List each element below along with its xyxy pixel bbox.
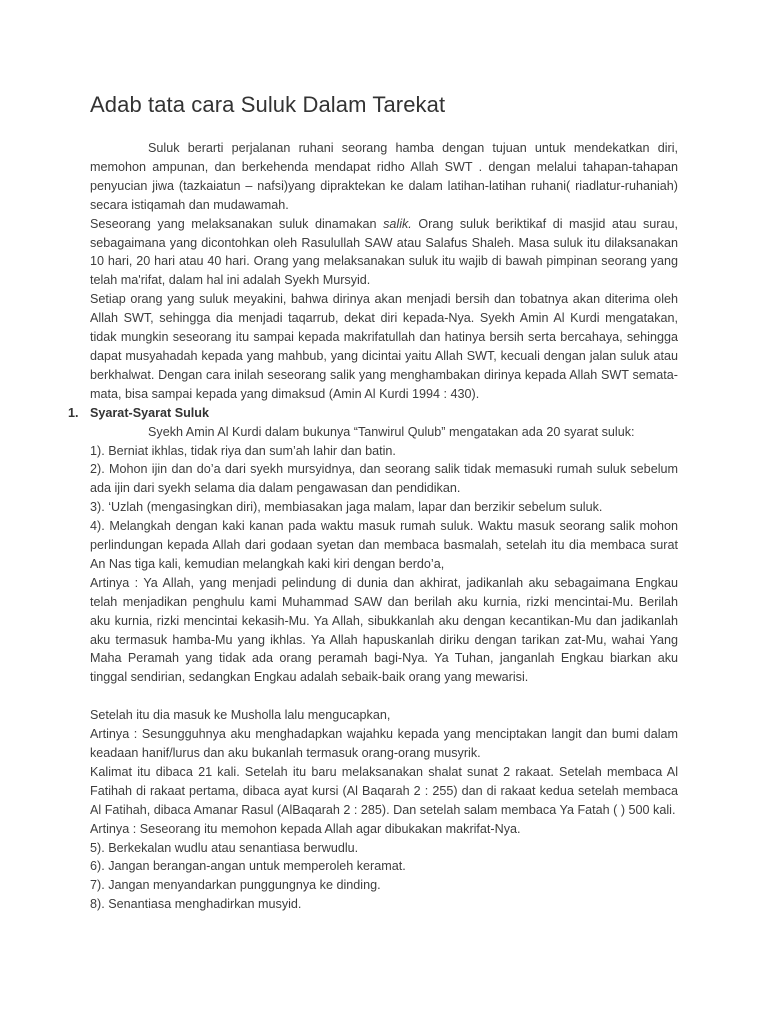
list-item-4: 4). Melangkah dengan kaki kanan pada waktu masuk rumah suluk. Waktu masuk seorang salik mohon perlindungan kepada Allah dari godaan syetan dan membaca basmalah, setelah itu dia membaca surat An Nas tiga kali, kemudian melangkah kaki kiri dengan berdo’a, — [90, 519, 678, 571]
translation-prayer-3: Artinya : Seseorang itu memohon kepada Allah agar dibukakan makrifat-Nya. — [90, 821, 521, 836]
musholla-line: Setelah itu dia masuk ke Musholla lalu mengucapkan, — [90, 708, 391, 723]
syarat-intro: Syekh Amin Al Kurdi dalam bukunya “Tanwirul Qulub” mengatakan ada 20 syarat suluk: — [148, 424, 635, 439]
blank-line — [90, 687, 678, 706]
paragraph-salik — [90, 215, 678, 291]
list-item-5: 5). Berkekalan wudlu atau senantiasa berwudlu. — [90, 840, 359, 855]
list-item-7: 7). Jangan menyandarkan punggungnya ke dinding. — [90, 878, 381, 893]
salik-term: salik. — [383, 216, 412, 231]
section-heading — [68, 404, 678, 423]
section-number: 1. — [68, 405, 79, 420]
list-item-2: 2). Mohon ijin dan do’a dari syekh mursyidnya, dan seorang salik tidak memasuki rumah suluk sebelum ada ijin dari syekh selama dia dalam pengawasan dan pendidikan. — [90, 462, 678, 496]
translation-prayer-1: Artinya : Ya Allah, yang menjadi pelindung di dunia dan akhirat, jadikanlah aku sebagaimana Engkau telah menjadikan penghulu kami Muhammad SAW dan berilah aku kurnia, rizki mencintai-Mu. Berilah aku kurnia, rizki mencintai kekasih-Mu. Ya Allah, sibukkanlah aku dengan kecantikan-Mu dan jadikanlah aku termasuk hamba-Mu yang ikhlas. Ya Allah hapuskanlah diriku dengan tarikan zat-Mu, wahai Yang Maha Peramah yang tidak ada orang peramah bagi-Nya. Ya Tuhan, janganlah Engkau biarkan aku tinggal sendirian, sedangkan Engkau adalah sebaik-baik orang yang mewarisi. — [90, 575, 678, 685]
paragraph-salik-rest: Orang suluk beriktikaf di masjid atau surau, sebagaimana yang dicontohkan oleh Rasulullah SAW atau Salafus Shaleh. Masa suluk itu dilaksanakan 10 hari, 20 hari atau 40 hari. Orang yang melaksanakan suluk itu wajib di bawah pimpinan seorang yang telah ma'rifat, dalam hal ini adalah Syekh Mursyid. — [90, 216, 679, 288]
list-item-3: 3). ‘Uzlah (mengasingkan diri), membiasakan jaga malam, lapar dan berzikir sebelum suluk. — [90, 500, 603, 515]
paragraph-suluk-definition: Suluk berarti perjalanan ruhani seorang hamba dengan tujuan untuk mendekatkan diri, memohon ampunan, dan berkehenda mendapat ridho Allah SWT . dengan melalui tahapan-tahapan penyucian jiwa (tazkaiatun – nafsi)yang dipraktekan ke dalam latihan-latihan ruhani( riadlatur-ruhaniah) secara istiqamah dan mudawamah. — [90, 141, 678, 212]
paragraph-belief: Setiap orang yang suluk meyakini, bahwa dirinya akan menjadi bersih dan tobatnya akan diterima oleh Allah SWT, sehingga dia menjadi taqarrub, dekat diri kepada-Nya. Syekh Amin Al Kurdi mengatakan, tidak mungkin seseorang itu sampai kepada makrifatullah dan hatinya bersih serta bercahaya, sehingga dapat musyahadah kepada yang mahbub, yang dicintai yaitu Allah SWT, kecuali dengan jalan suluk atau berkhalwat. Dengan cara inilah seseorang salik yang menghambakan dirinya kepada Allah SWT semata-mata, bisa sampai kepada yang dimaksud (Amin Al Kurdi 1994 : 430). — [90, 292, 678, 401]
document-body — [68, 139, 679, 914]
list-item-6: 6). Jangan berangan-angan untuk memperoleh keramat. — [90, 859, 406, 874]
paragraph-salik-start: Seseorang yang melaksanakan suluk dinamakan — [90, 216, 384, 231]
section-title: Syarat-Syarat Suluk — [90, 405, 209, 420]
page-title: Adab tata cara Suluk Dalam Tarekat — [90, 92, 446, 117]
translation-prayer-2: Artinya : Sesungguhnya aku menghadapkan wajahku kepada yang menciptakan langit dan bumi dalam keadaan hanif/lurus dan aku bukanlah termasuk orang-orang musyrik. — [90, 727, 678, 760]
recitation-paragraph: Kalimat itu dibaca 21 kali. Setelah itu baru melaksanakan shalat sunat 2 rakaat. Setelah membaca Al Fatihah di rakaat pertama, dibaca ayat kursi (Al Baqarah 2 : 255) dan di rakaat kedua setelah membaca Al Fatihah, dibaca Amanar Rasul (AlBaqarah 2 : 285). Dan setelah salam membaca Ya Fatah ( ) 500 kali. — [90, 764, 678, 817]
list-item-8: 8). Senantiasa menghadirkan musyid. — [90, 897, 302, 912]
list-item-1: 1). Berniat ikhlas, tidak riya dan sum’ah lahir dan batin. — [90, 443, 396, 458]
